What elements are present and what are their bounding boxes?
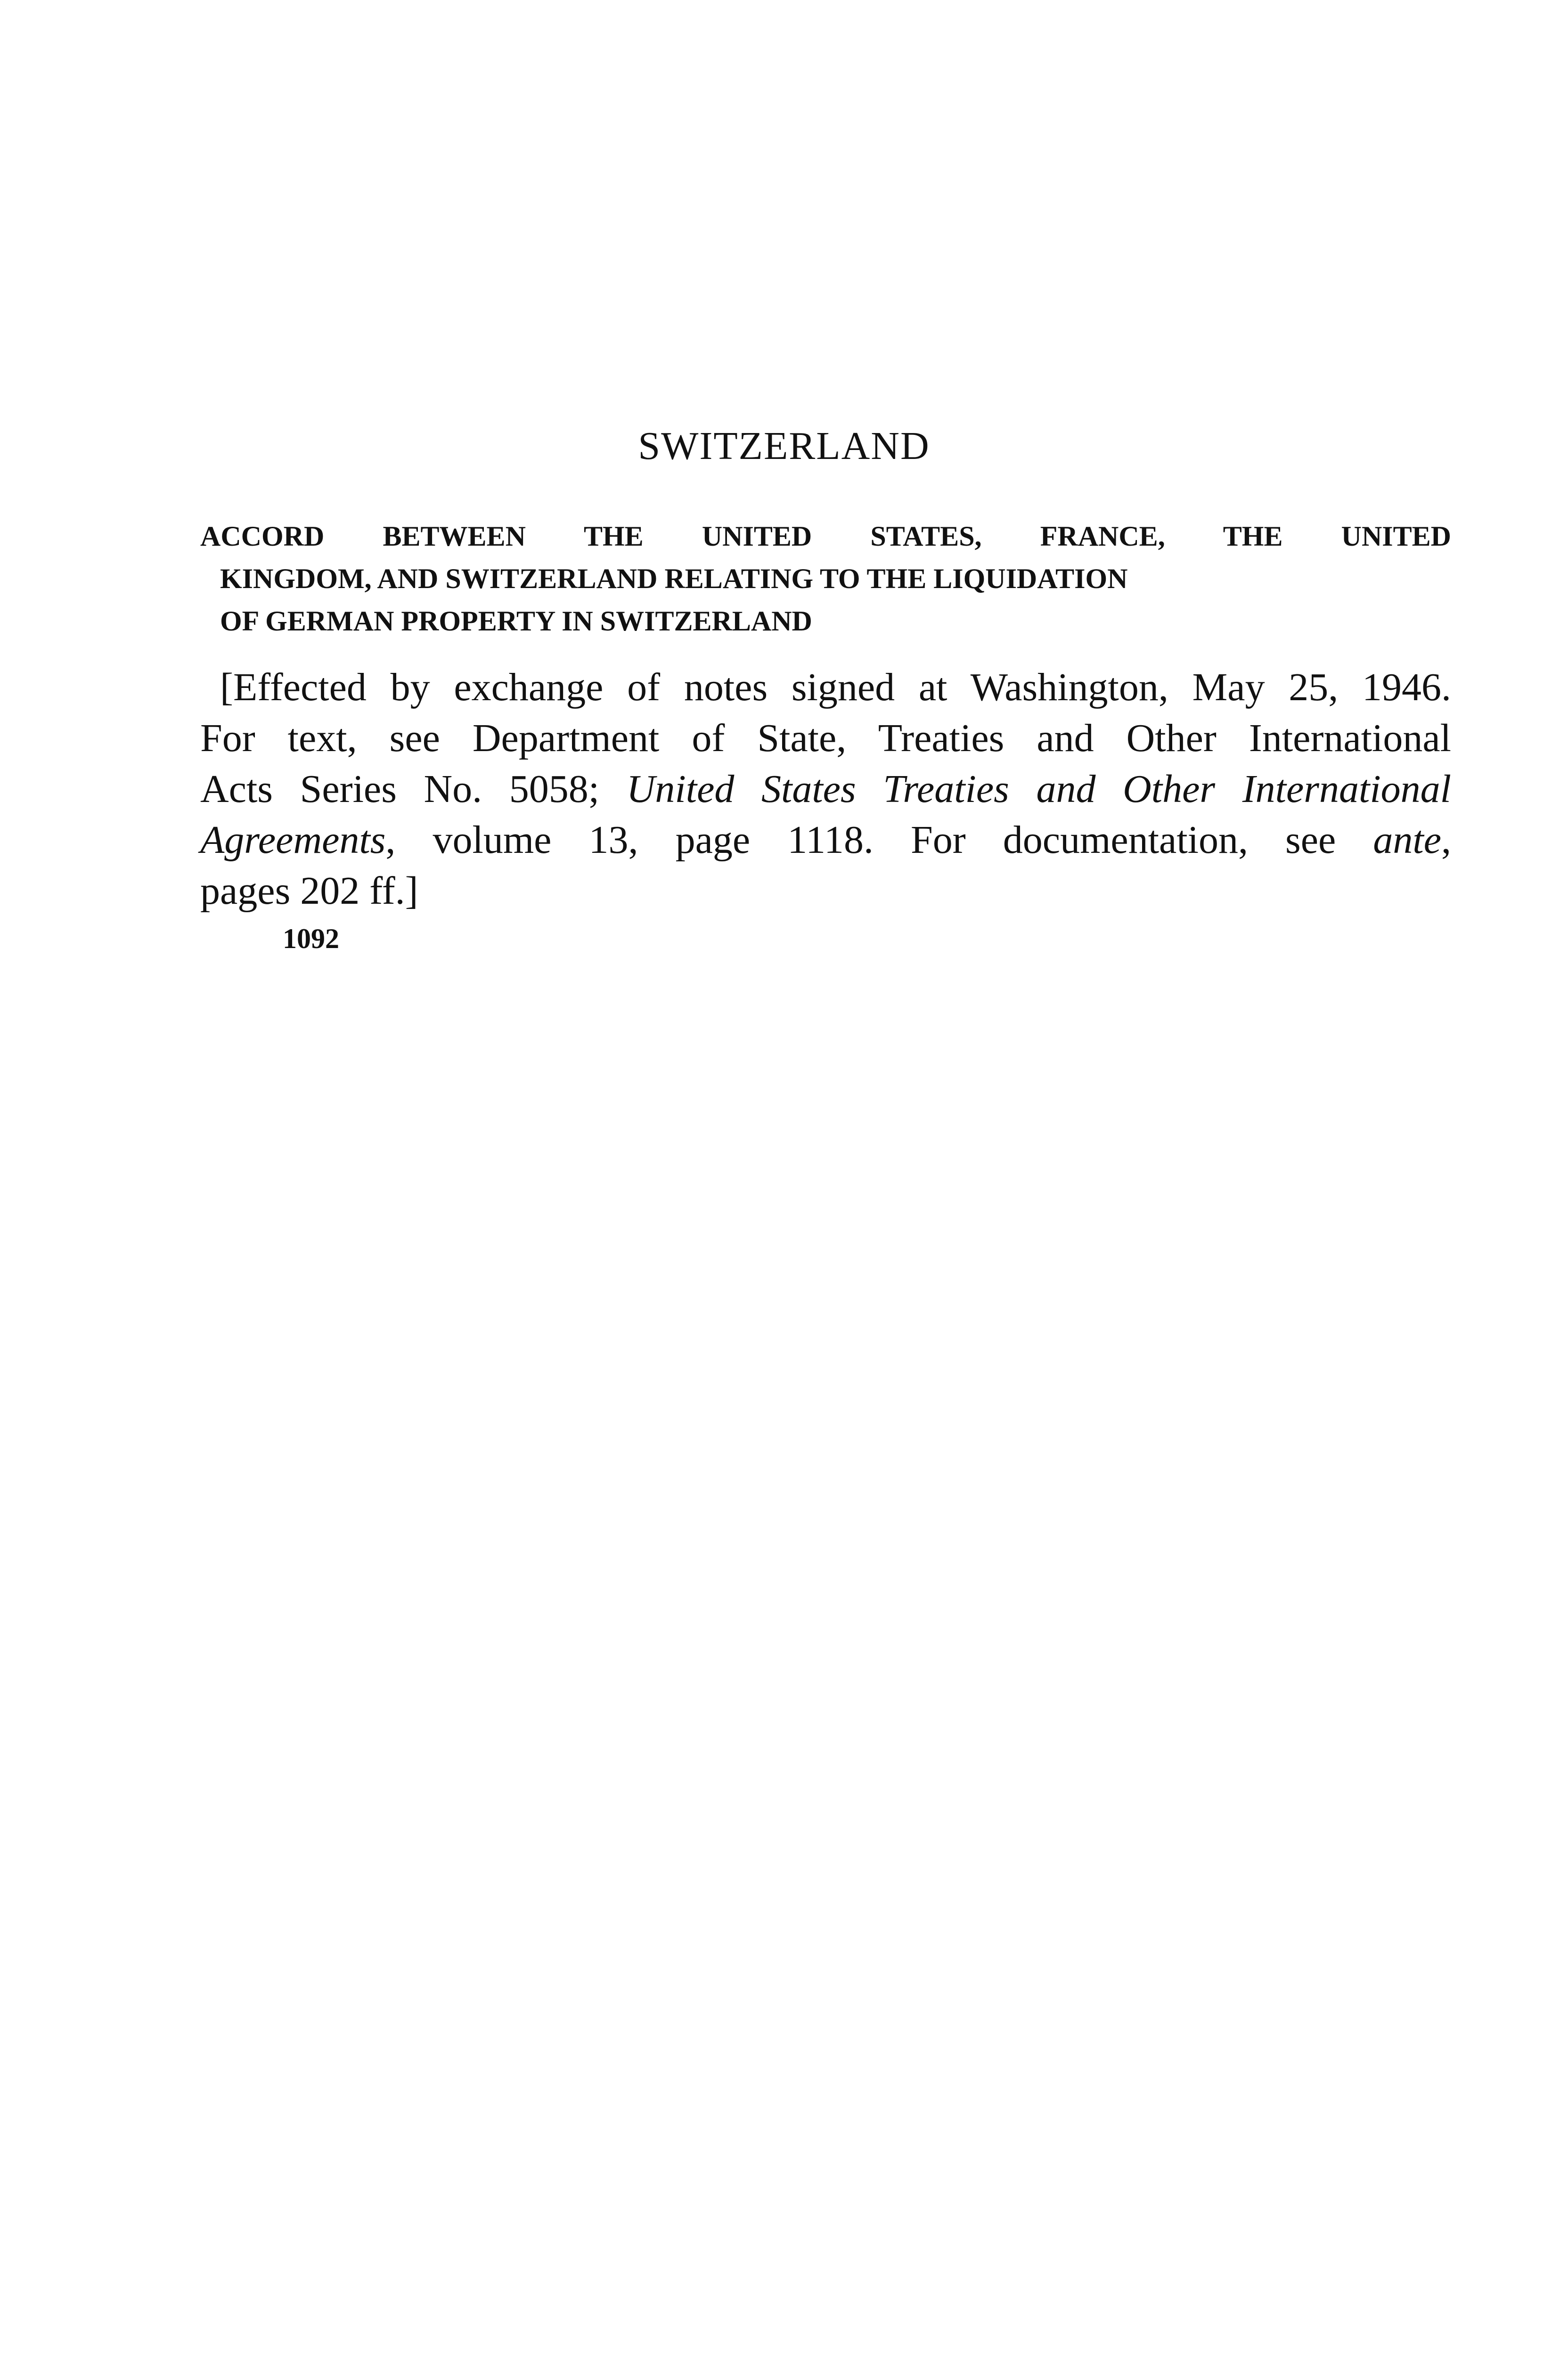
note-line-3 [200,764,1451,815]
note-line-4-end: , [1441,818,1451,862]
page-number: 1092 [283,923,339,954]
publication-title-part-2: Agreements [200,818,386,862]
note-line-2: For text, see Department of State, Treaties and Other International [200,716,1451,760]
editorial-note [200,662,1451,916]
title-line-1: ACCORD BETWEEN THE UNITED STATES, FRANCE, THE UNITED [200,521,1451,552]
title-line-2: KINGDOM, AND SWITZERLAND RELATING TO THE LIQUIDATION [220,563,1128,594]
note-line-4-text: , volume 13, page 1118. For documentation, see [385,818,1373,862]
note-line-5: pages 202 ff.] [200,869,418,913]
ante-reference: ante [1373,818,1441,862]
note-line-4 [200,815,1451,866]
note-line-3-text: Acts Series No. 5058; [200,767,627,811]
publication-title-part-1: United States Treaties and Other International [626,767,1451,811]
note-line-1: [Effected by exchange of notes signed at Washington, May 25, 1946. [220,665,1451,709]
page-heading: SWITZERLAND [638,424,930,468]
document-title [200,515,1451,642]
title-line-3: OF GERMAN PROPERTY IN SWITZERLAND [220,605,812,637]
